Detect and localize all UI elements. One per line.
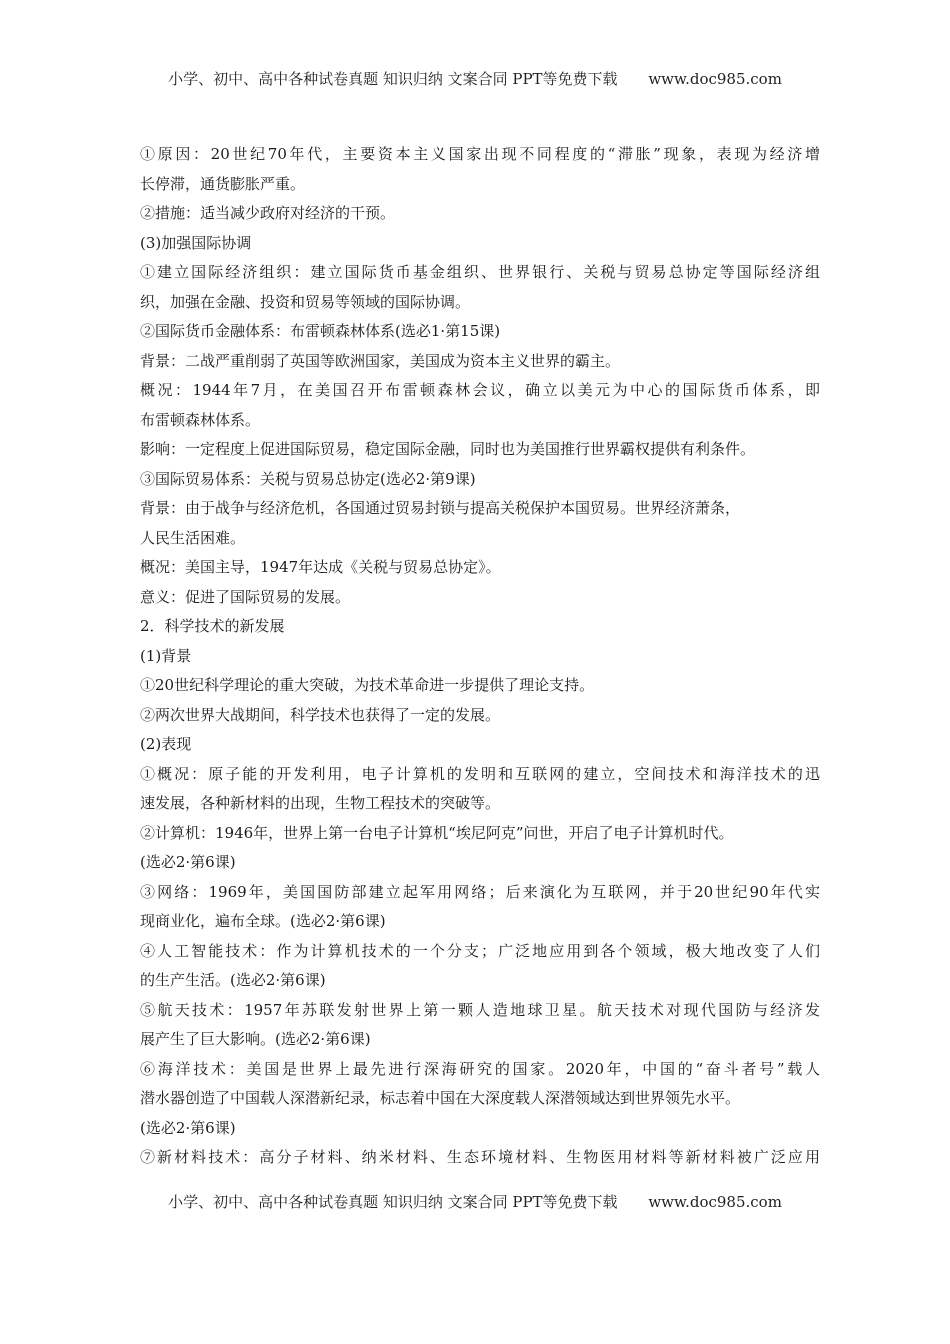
text-line: 影响：一定程度上促进国际贸易，稳定国际金融，同时也为美国推行世界霸权提供有利条件。 <box>140 440 756 458</box>
text-line: ④人工智能技术：作为计算机技术的一个分支；广泛地应用到各个领域，极大地改变了人们 <box>140 941 820 960</box>
text-line: ①概况：原子能的开发利用，电子计算机的发明和互联网的建立，空间技术和海洋技术的迅 <box>140 764 820 783</box>
text-line: (选必2·第6课) <box>140 853 236 871</box>
section-heading: (3)加强国际协调 <box>140 233 252 252</box>
text-line: (选必2·第6课) <box>140 1118 236 1137</box>
text-line: 速发展，各种新材料的出现，生物工程技术的突破等。 <box>140 794 501 812</box>
text-line: ③国际贸易体系：关税与贸易总协定(选必2·第9课) <box>140 469 476 488</box>
footer-text: 小学、初中、高中各种试卷真题 知识归纳 文案合同 PPT等免费下载 <box>168 1193 618 1211</box>
text-line: ⑤航天技术：1957年苏联发射世界上第一颗人造地球卫星。航天技术对现代国防与经济发 <box>140 1000 820 1019</box>
text-line: ①建立国际经济组织：建立国际货币基金组织、世界银行、关税与贸易总协定等国际经济组 <box>140 263 820 281</box>
header-text: 小学、初中、高中各种试卷真题 知识归纳 文案合同 PPT等免费下载 <box>168 70 618 88</box>
text-line: 布雷顿森林体系。 <box>140 410 261 429</box>
text-line: 潜水器创造了中国载人深潜新纪录，标志着中国在大深度载人深潜领域达到世界领先水平。 <box>140 1089 741 1107</box>
text-line: ①原因：20世纪70年代，主要资本主义国家出现不同程度的“滞胀”现象，表现为经济增 <box>140 145 820 163</box>
page-footer <box>0 1191 950 1212</box>
text-line: ⑥海洋技术：美国是世界上最先进行深海研究的国家。2020年，中国的“奋斗者号”载人 <box>140 1059 820 1078</box>
text-line: ②国际货币金融体系：布雷顿森林体系(选必1·第15课) <box>140 322 501 340</box>
text-line: 展产生了巨大影响。(选必2·第6课) <box>140 1030 371 1048</box>
text-line: ②两次世界大战期间，科学技术也获得了一定的发展。 <box>140 705 501 724</box>
page-header <box>0 68 950 89</box>
document-body <box>140 140 820 1173</box>
text-line: ③网络：1969年，美国国防部建立起军用网络；后来演化为互联网，并于20世纪90年代实 <box>140 882 820 901</box>
text-line: ⑦新材料技术：高分子材料、纳米材料、生态环境材料、生物医用材料等新材料被广泛应用 <box>140 1148 820 1166</box>
text-line: 长停滞，通货膨胀严重。 <box>140 174 306 193</box>
text-line: 人民生活困难。 <box>140 528 246 547</box>
text-line: ②措施：适当减少政府对经济的干预。 <box>140 204 396 222</box>
section-heading: (1)背景 <box>140 646 192 665</box>
text-line: 背景：由于战争与经济危机，各国通过贸易封锁与提高关税保护本国贸易。世界经济萧条， <box>140 499 741 517</box>
section-heading: 2．科学技术的新发展 <box>140 617 285 635</box>
text-line: 概况：1944年7月，在美国召开布雷顿森林会议，确立以美元为中心的国际货币体系，即 <box>140 381 820 399</box>
text-line: 意义：促进了国际贸易的发展。 <box>140 587 351 606</box>
text-line: 概况：美国主导，1947年达成《关税与贸易总协定》。 <box>140 558 501 576</box>
section-heading: (2)表现 <box>140 735 192 753</box>
footer-site-link[interactable]: www.doc985.com <box>648 1193 782 1211</box>
text-line: 的生产生活。(选必2·第6课) <box>140 971 326 989</box>
text-line: ①20世纪科学理论的重大突破，为技术革命进一步提供了理论支持。 <box>140 676 595 694</box>
text-line: 现商业化，遍布全球。(选必2·第6课) <box>140 912 386 930</box>
text-line: ②计算机：1946年，世界上第一台电子计算机“埃尼阿克”问世，开启了电子计算机时代。 <box>140 823 734 842</box>
header-site-link[interactable]: www.doc985.com <box>648 70 782 88</box>
text-line: 织，加强在金融、投资和贸易等领域的国际协调。 <box>140 292 471 311</box>
text-line: 背景：二战严重削弱了英国等欧洲国家，美国成为资本主义世界的霸主。 <box>140 351 621 370</box>
